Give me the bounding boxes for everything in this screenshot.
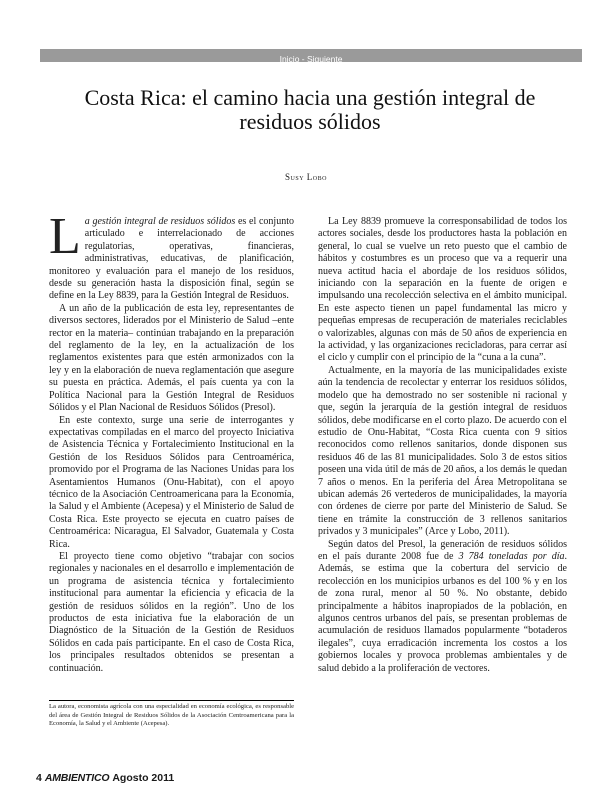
paragraph-text: Según datos del Presol, la generación de residuos sólidos en el país durante 2008 fue de [318,538,567,562]
page-footer [36,771,174,785]
nav-link-inicio-siguiente[interactable]: Inicio - Siguiente [279,54,343,64]
italic-term: a gestión integral de residuos sólidos [84,216,236,227]
paragraph-text: . Además, se estima que la cobertura del servicio de recolección en los municipios urbanos es del 100 % y en los de zona rural, menor al 50 %. No obstante, debido principalmente a hábitos inapropiados de la población, en algunos centros urbanos del país, se presentan problemas de acumulación de residuos llamados popularmente “botaderos ilegales”, cuya erradicación incrementa los costos a los gobiernos locales y provoca problemas ambientales y de salud debido a la proliferación de vectores. [318,550,567,674]
paragraph-text: es el conjunto articulado e interrelacionado de acciones regulatorias, operativas, financieras, administrativas, educativas, de planificación, monitoreo y evaluación para el manejo de los residuos, desde su generación hasta la disposición final, según se define en la Ley 8839, para la Gestión Integral de Residuos. [49,216,294,302]
article-author: Susy Lobo [285,172,327,182]
paragraph [318,539,567,675]
paragraph: Actualmente, en la mayoría de las municipalidades existe aún la tendencia de recolectar y enterrar los residuos sólidos, modelo que ha demostrado no ser sostenible ni racional y que, según la jerarquía de la gestión integral de residuos sólidos, debe modificarse en el corto plazo. De acuerdo con el estudio de Onu-Habitat, “Costa Rica cuenta con 9 sitios reconocidos como rellenos sanitarios, donde disponen sus residuos 46 de las 81 municipalidades. Solo 3 de estos sitios poseen una vida útil de más de 20 años, a los demás le quedan 7 años o menos. En la periferia del Área Metropolitana se ubican además 26 vertederos de municipalidades, la mayoría con órdenes de cierre por parte del Ministerio de Salud. Se tiene en trámite la construcción de 3 rellenos sanitarios privados y 3 municipales” (Arce y Lobo, 2011). [318,364,567,538]
page-number: 4 [36,772,42,784]
paragraph: En este contexto, surge una serie de interrogantes y expectativas compiladas en el marco del proyecto Iniciativa de Asistencia Técnica y Fortalecimiento Institucional en la Gestión de los Residuos Sólidos para Centroamérica, promovido por el Programa de las Naciones Unidas para los Asentamientos Humanos (Onu-Habitat), con el apoyo técnico de la Asociación Centroamericana para la Economía, la Salud y el Ambiente (Acepesa) y el Ministerio de Salud de Costa Rica. Este proyecto se ejecuta en cuatro países de Centroamérica: Nicaragua, El Salvador, Guatemala y Costa Rica. [49,414,294,550]
paragraph: A un año de la publicación de esta ley, representantes de diversos sectores, liderados por el Ministerio de Salud –ente rector en la materia– continúan trabajando en la preparación del reglamento de la ley, en la actualización de los reglamentos existentes para que estén armonizados con la ley y en la elaboración de nueva reglamentación que asegure su puesta en práctica. Además, el país cuenta ya con la Política Nacional para la Gestión Integral de Residuos Sólidos y el Plan Nacional de Residuos Sólidos (Presol). [49,302,294,414]
left-column [49,208,294,675]
author-footnote: La autora, economista agrícola con una especialidad en economía ecológica, es responsable del área de Gestión Integral de Residuos Sólidos de la Asociación Centroamericana para la Economía, la Salud y el Ambiente (Acepesa). [49,700,294,729]
drop-cap: L [49,208,81,265]
magazine-logo: AMBIENTICO [44,772,110,784]
issue-date: Agosto 2011 [112,772,175,784]
paragraph: El proyecto tiene como objetivo “trabajar con socios regionales y nacionales en el desarrollo e implementación de un programa de asistencia técnica y fortalecimiento institucional para aumentar la eficiencia y eficacia de la gestión de residuos sólidos en la región”. Uno de los productos de esta iniciativa fue la elaboración de un Diagnóstico de la Situación de la Gestión de Residuos Sólidos en cada país participante. En el caso de Costa Rica, los principales resultados obtenidos se presentan a continuación. [49,550,294,674]
article-title: Costa Rica: el camino hacia una gestión integral de residuos sólidos [84,85,536,134]
italic-figure: 3 784 toneladas por día [458,550,565,562]
paragraph: La Ley 8839 promueve la corresponsabilidad de todos los actores sociales, desde los productores hasta la población en general, lo cual se vuelve un reto puesto que el cambio de hábitos y costumbres es un proceso que va a requerir una nueva actitud hacia el abordaje de los residuos sólidos, iniciando con la separación en la fuente de origen e impulsando una recolección selectiva en el ámbito municipal. En este aspecto tienen un papel fundamental las micro y pequeñas empresas de recuperación de materiales reciclables o valorizables, algunas con más de 50 años de experiencia en la actividad, y las organizaciones recicladoras, para cerrar así el ciclo y cumplir con el principio de la “cuna a la cuna”. [318,216,567,364]
navigation-bar [40,49,582,62]
paragraph [49,208,294,303]
right-column [318,216,567,675]
